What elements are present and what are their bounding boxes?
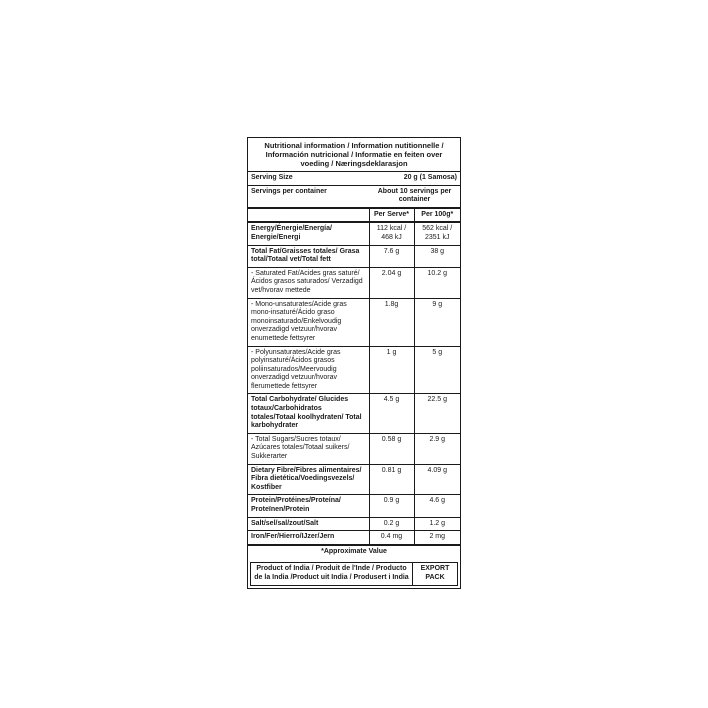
nutrient-per-100g: 9 g (414, 298, 460, 346)
nutrient-per-serve: 112 kcal / 468 kJ (369, 222, 414, 245)
nutrient-row (248, 495, 460, 517)
nutrient-name: Total Carbohydrate/ Glucides totaux/Carbohidratos totales/Totaal koolhydraten/ Total karbohydrater (248, 394, 369, 433)
nutrient-name: - Total Sugars/Sucres totaux/ Azúcares totales/Totaal suikers/ Sukkerarter (248, 433, 369, 464)
nutrient-row (248, 267, 460, 298)
nutrient-per-100g: 1.2 g (414, 517, 460, 531)
nutrient-per-serve: 2.04 g (369, 267, 414, 298)
nutrient-name: Total Fat/Graisses totales/ Grasa total/Totaal vet/Total fett (248, 245, 369, 267)
nutrient-per-100g: 22.5 g (414, 394, 460, 433)
nutrient-row (248, 394, 460, 433)
nutrient-per-100g: 4.09 g (414, 464, 460, 495)
column-header-row (248, 208, 460, 223)
nutrient-per-serve: 1 g (369, 346, 414, 394)
nutrient-name: Energy/Énergie/Energía/ Energie/Energi (248, 222, 369, 245)
product-origin: Product of India / Produit de l'Inde / Producto de la India /Product uit India / Produsert i India (251, 563, 413, 584)
nutrient-name: - Saturated Fat/Acides gras saturé/ Ácidos grasos saturados/ Verzadigd vet/hvorav mettede (248, 267, 369, 298)
nutrition-table (248, 172, 460, 558)
servings-per-container-row (248, 185, 460, 208)
nutrient-per-serve: 0.81 g (369, 464, 414, 495)
nutrient-per-100g: 562 kcal / 2351 kJ (414, 222, 460, 245)
nutrient-per-100g: 2.9 g (414, 433, 460, 464)
nutrient-name: Protein/Protéines/Proteína/ Proteïnen/Protein (248, 495, 369, 517)
nutrient-name: Iron/Fer/Hierro/IJzer/Jern (248, 531, 369, 545)
nutrient-per-serve: 7.6 g (369, 245, 414, 267)
nutrient-name: - Polyunsaturates/Acide gras polyinsaturé/Ácidos grasos poliinsaturados/Meervoudig onverzadigd vetzuur/hvorav flerumettede fettsyrer (248, 346, 369, 394)
servings-per-container-label: Servings per container (248, 185, 369, 208)
nutrient-row (248, 464, 460, 495)
nutrient-row (248, 245, 460, 267)
nutrition-label (247, 137, 461, 589)
footnote-row (248, 545, 460, 559)
nutrient-row (248, 531, 460, 545)
nutrient-per-serve: 1.8g (369, 298, 414, 346)
nutrient-row (248, 433, 460, 464)
nutrient-per-100g: 4.6 g (414, 495, 460, 517)
serving-size-label: Serving Size (248, 172, 369, 185)
nutrient-row (248, 517, 460, 531)
origin-box (250, 562, 458, 585)
servings-per-container-value: About 10 servings per container (369, 185, 460, 208)
per-100g-header: Per 100g* (414, 208, 460, 223)
nutrient-name: Salt/sel/sal/zout/Salt (248, 517, 369, 531)
nutrient-name: - Mono-unsaturates/Acide gras mono-insaturé/Ácido graso monoinsaturado/Enkelvoudig onverzadigd vetzuur/hvorav enumettede fettsyrer (248, 298, 369, 346)
nutrient-per-serve: 0.4 mg (369, 531, 414, 545)
per-serve-header: Per Serve* (369, 208, 414, 223)
footnote: *Approximate Value (321, 547, 387, 555)
nutrient-per-serve: 0.9 g (369, 495, 414, 517)
nutrient-row (248, 222, 460, 245)
nutrient-row (248, 298, 460, 346)
nutrient-row (248, 346, 460, 394)
nutrient-per-100g: 38 g (414, 245, 460, 267)
serving-size-value: 20 g (1 Samosa) (369, 172, 460, 185)
nutrient-per-serve: 0.58 g (369, 433, 414, 464)
serving-size-row (248, 172, 460, 185)
nutrient-per-100g: 5 g (414, 346, 460, 394)
nutrient-per-100g: 10.2 g (414, 267, 460, 298)
nutrient-per-100g: 2 mg (414, 531, 460, 545)
nutrient-per-serve: 4.5 g (369, 394, 414, 433)
label-title: Nutritional information / Information nutitionnelle / Información nutricional / Informatie en feiten over voeding / Næringsdeklarasjon (248, 138, 460, 172)
nutrient-per-serve: 0.2 g (369, 517, 414, 531)
export-pack: EXPORT PACK (420, 565, 450, 581)
nutrient-name: Dietary Fibre/Fibres alimentaires/ Fibra dietética/Voedingsvezels/ Kostfiber (248, 464, 369, 495)
